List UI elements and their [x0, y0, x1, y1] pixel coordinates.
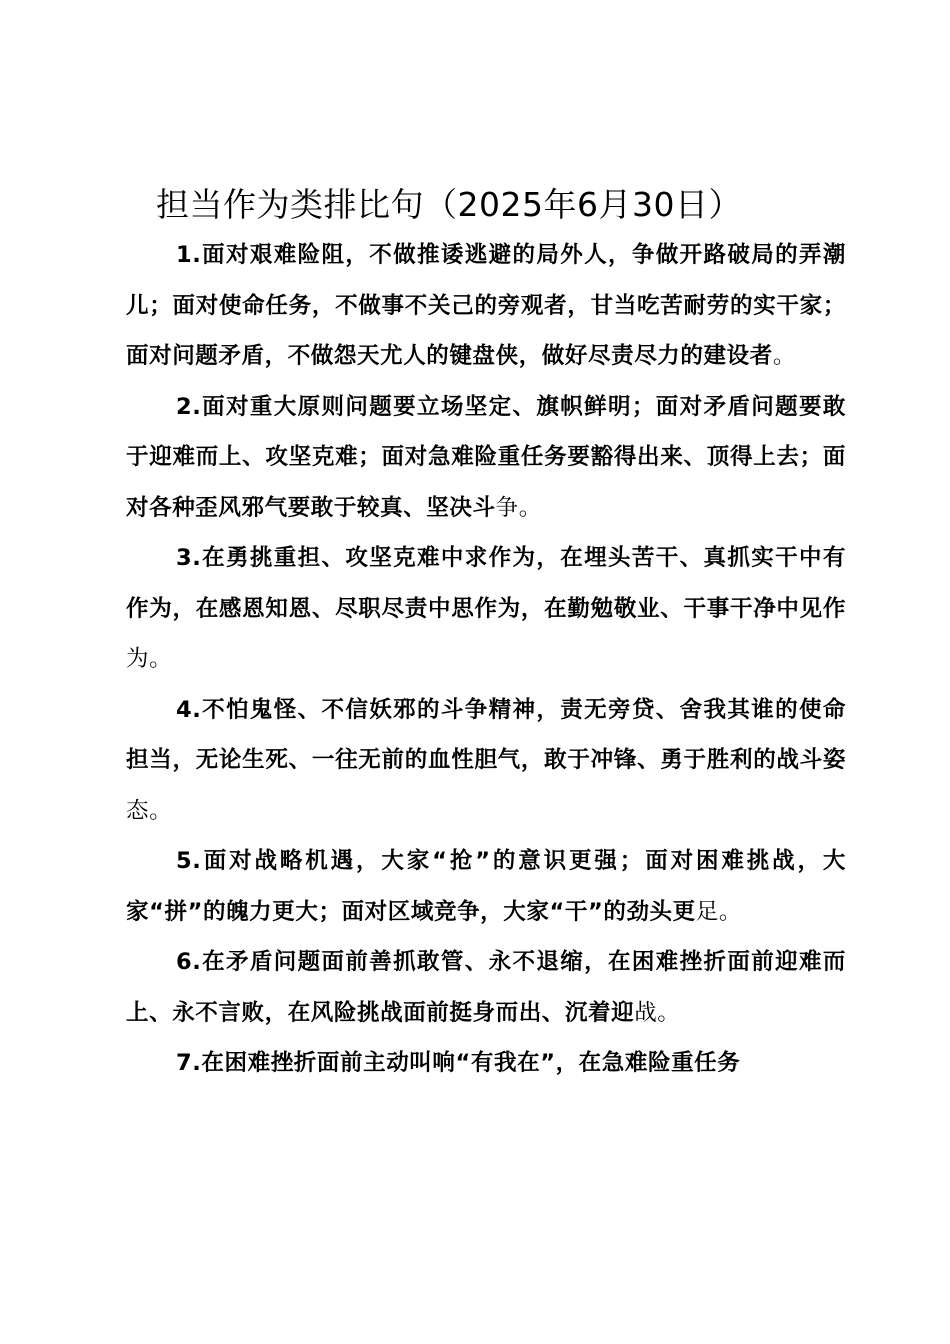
paragraph-2-tail: 争。	[495, 494, 542, 521]
paragraph-3-tail: 为。	[126, 646, 173, 672]
paragraph-3-text: 3.在勇挑重担、攻坚克难中求作为，在埋头苦干、真抓实干中有作为，在感恩知恩、尽职尽责中思作为，在勤勉敬业、干事干净中见作	[126, 545, 846, 622]
paragraph-2-text: 2.面对重大原则问题要立场坚定、旗帜鲜明；面对矛盾问题要敢于迎难而上、攻坚克难；面对急难险重任务要豁得出来、顶得上去；面对各种歪风邪气要敢于较真、坚决斗	[126, 393, 846, 521]
paragraph-4	[126, 685, 846, 837]
paragraph-3	[126, 533, 846, 685]
paragraph-4-text: 4.不怕鬼怪、不信妖邪的斗争精神，责无旁贷、舍我其谁的使命担当，无论生死、一往无前的血性胆气，敢于冲锋、勇于胜利的战斗姿	[126, 696, 846, 773]
paragraph-1	[126, 230, 846, 382]
paragraph-6-text: 6.在矛盾问题面前善抓敢管、永不退缩，在困难挫折面前迎难而上、永不言败，在风险挑战面前挺身而出、沉着迎	[126, 949, 846, 1026]
paragraph-5-text: 5.面对战略机遇，大家“抢”的意识更强；面对困难挑战，大家“拼”的魄力更大；面对区域竞争，大家“干”的劲头更	[126, 848, 846, 925]
paragraph-1-text: 1.面对艰难险阻，不做推诿逃避的局外人，争做开路破局的弄潮儿；面对使命任务，不做事不关己的旁观者，甘当吃苦耐劳的实干家；面对问题矛盾，不做怨天尤人的键盘侠，做好尽责尽力的建设者	[126, 242, 846, 369]
paragraph-1-tail: 。	[772, 343, 796, 369]
paragraph-5-tail: 足。	[695, 898, 742, 925]
paragraph-6-tail: 战。	[634, 999, 681, 1026]
paragraph-7-text: 7.在困难挫折面前主动叫响“有我在”，在急难险重任务	[176, 1050, 741, 1076]
paragraph-2	[126, 382, 846, 534]
document-body	[126, 230, 846, 1089]
paragraph-5	[126, 836, 846, 937]
document-title: 担当作为类排比句（2025年6月30日）	[156, 185, 742, 224]
paragraph-7	[126, 1038, 846, 1089]
paragraph-4-tail: 态。	[126, 797, 173, 824]
paragraph-6	[126, 937, 846, 1038]
